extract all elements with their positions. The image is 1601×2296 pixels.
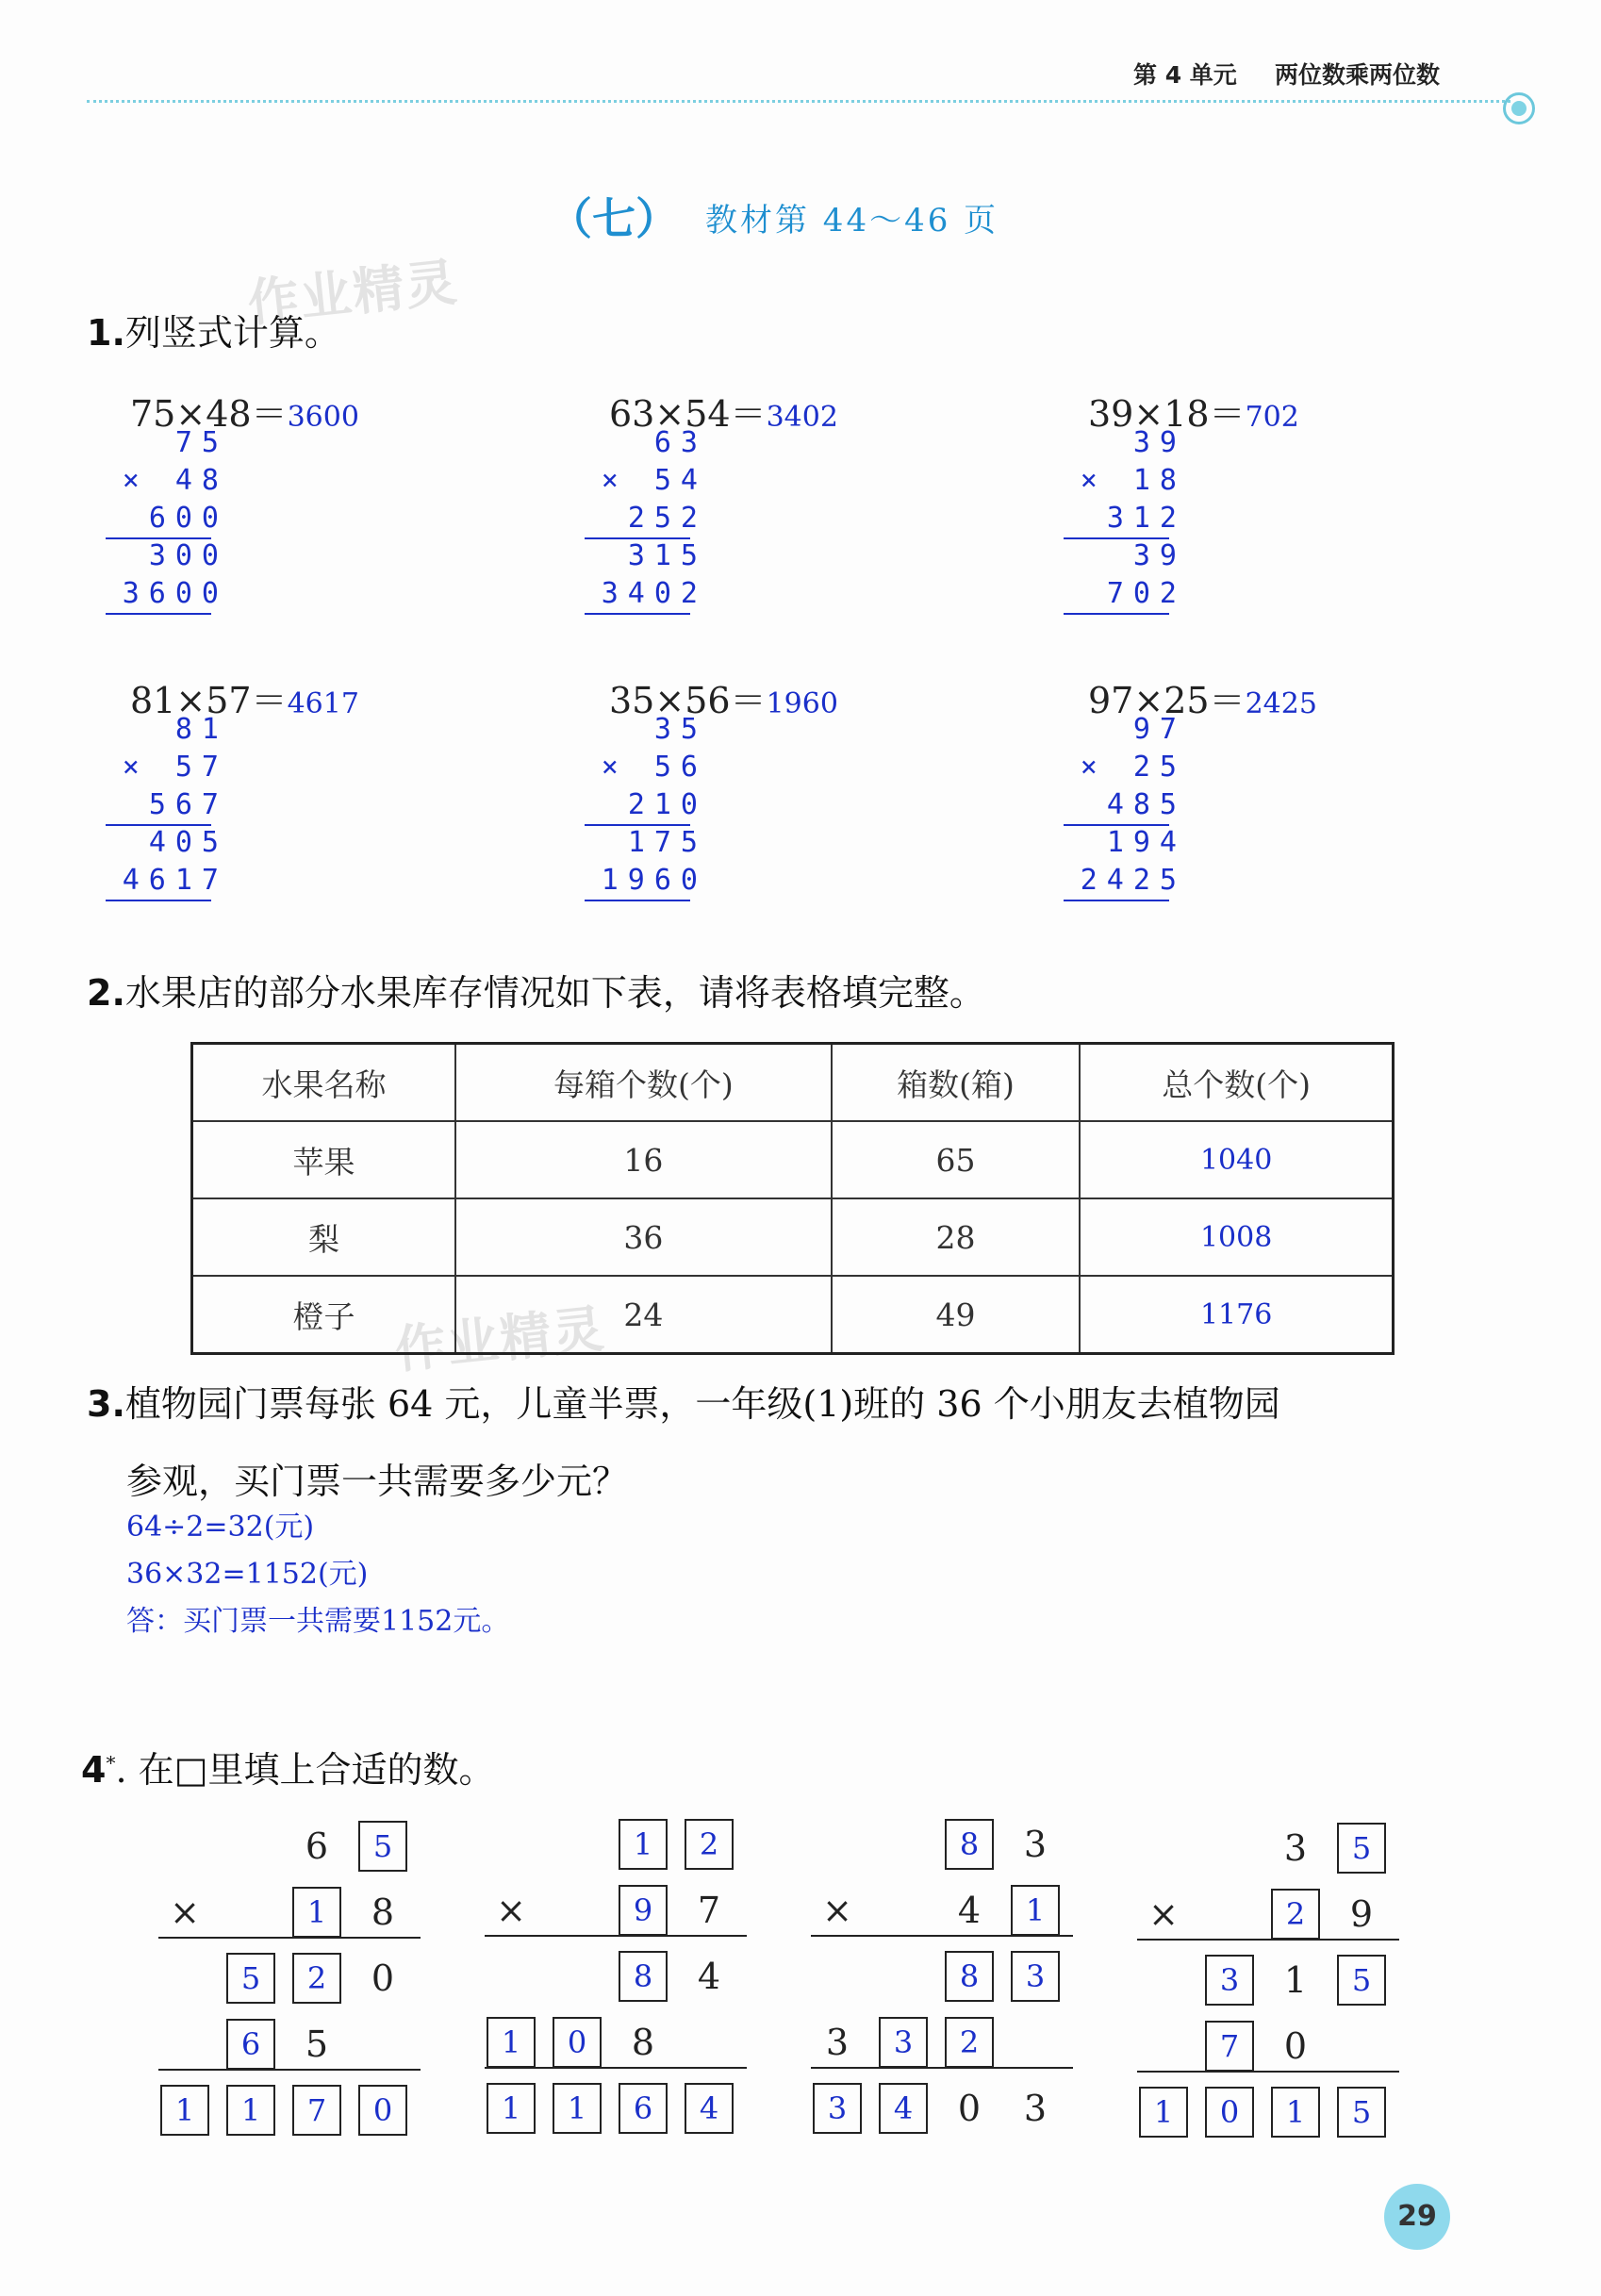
answer-box: 8 bbox=[945, 1951, 994, 2002]
vertical-calculation bbox=[585, 424, 707, 613]
puzzle-line bbox=[811, 1935, 1073, 1937]
answer-box: 3 bbox=[813, 2083, 862, 2134]
equation-answer: 3402 bbox=[766, 401, 838, 434]
calc-line bbox=[106, 537, 211, 539]
calc-line bbox=[585, 537, 690, 539]
question-3 bbox=[87, 1375, 1280, 1427]
answer-box: 0 bbox=[358, 2085, 407, 2136]
answer-box: 3 bbox=[1205, 1955, 1254, 2006]
digit: 0 bbox=[371, 1957, 395, 1999]
answer-box: 0 bbox=[1205, 2087, 1254, 2138]
calc-row: × 48 bbox=[122, 464, 228, 497]
puzzle-line bbox=[1137, 2071, 1399, 2073]
topic-label: 两位数乘两位数 bbox=[1275, 61, 1441, 89]
answer-box: 3 bbox=[879, 2017, 928, 2068]
digit: 0 bbox=[957, 2088, 982, 2129]
equation-answer: 3600 bbox=[287, 401, 359, 434]
calc-line bbox=[106, 900, 211, 901]
equation-answer: 702 bbox=[1245, 401, 1299, 434]
calc-row: × 25 bbox=[1080, 751, 1186, 784]
question-2 bbox=[87, 964, 985, 1016]
calc-row: 485 bbox=[1106, 788, 1186, 821]
answer-box: 6 bbox=[226, 2019, 275, 2070]
digit: 4 bbox=[957, 1890, 982, 1931]
calc-row: 1960 bbox=[601, 864, 707, 897]
calc-row: 252 bbox=[627, 502, 707, 535]
calc-line bbox=[1064, 824, 1169, 826]
answer-box: 1 bbox=[619, 1819, 668, 1870]
calc-line bbox=[585, 613, 690, 615]
answer-box: 1 bbox=[226, 2085, 275, 2136]
answer-box: 1 bbox=[1011, 1885, 1060, 1936]
table-header: 每箱个数(个) bbox=[455, 1044, 832, 1122]
page-number: 29 bbox=[1384, 2184, 1450, 2250]
table-row bbox=[192, 1276, 1394, 1354]
table-cell: 24 bbox=[455, 1276, 832, 1354]
digit: 1 bbox=[1283, 1959, 1308, 2001]
answer-box: 7 bbox=[1205, 2021, 1254, 2072]
solution-step: 36×32=1152(元) bbox=[126, 1558, 369, 1591]
digit-puzzle bbox=[158, 1820, 422, 2131]
calc-row: 63 bbox=[653, 426, 707, 459]
unit-label: 第 4 单元 bbox=[1133, 61, 1237, 89]
fruit-inventory-table bbox=[190, 1042, 1395, 1355]
calc-row: 3402 bbox=[601, 577, 707, 610]
answer-box: 4 bbox=[879, 2083, 928, 2134]
digit: 3 bbox=[1023, 1824, 1048, 1865]
puzzle-line bbox=[158, 2069, 421, 2071]
question-4 bbox=[81, 1741, 495, 1792]
digit: 6 bbox=[305, 1825, 329, 1867]
table-cell: 橙子 bbox=[192, 1276, 455, 1354]
header-circle-ornament bbox=[1503, 92, 1535, 124]
table-header: 水果名称 bbox=[192, 1044, 455, 1122]
equation-answer: 2425 bbox=[1245, 687, 1317, 720]
answer-box: 2 bbox=[292, 1953, 341, 2004]
answer-box: 1 bbox=[487, 2017, 536, 2068]
question-number: 1. bbox=[87, 312, 125, 354]
table-answer-cell: 1040 bbox=[1080, 1121, 1393, 1198]
answer-box: 6 bbox=[619, 2083, 668, 2134]
digit: 8 bbox=[371, 1891, 395, 1933]
table-row bbox=[192, 1198, 1394, 1276]
answer-box: 8 bbox=[945, 1819, 994, 1870]
calc-row: 300 bbox=[148, 539, 228, 572]
question-number: 4 bbox=[81, 1749, 107, 1791]
vertical-calculation bbox=[1064, 424, 1186, 613]
calc-row: × 57 bbox=[122, 751, 228, 784]
calc-row: 3600 bbox=[122, 577, 228, 610]
answer-box: 7 bbox=[292, 2085, 341, 2136]
digit: 5 bbox=[305, 2023, 329, 2065]
calc-line bbox=[585, 900, 690, 901]
calc-row: 4617 bbox=[122, 864, 228, 897]
equation: 39×18＝702 bbox=[1088, 393, 1299, 435]
digit: 0 bbox=[1283, 2025, 1308, 2067]
answer-box: 1 bbox=[553, 2083, 602, 2134]
digit-puzzle bbox=[1137, 1822, 1401, 2133]
multiply-sign: × bbox=[496, 1890, 526, 1931]
table-cell: 苹果 bbox=[192, 1121, 455, 1198]
answer-box: 1 bbox=[292, 1887, 341, 1938]
calc-row: 210 bbox=[627, 788, 707, 821]
header-divider bbox=[87, 100, 1510, 103]
vertical-calculation bbox=[106, 424, 228, 613]
question-text: 植物园门票每张 64 元，儿童半票，一年级(1)班的 36 个小朋友去植物园 bbox=[124, 1383, 1280, 1425]
calc-line bbox=[106, 613, 211, 615]
calc-row: × 54 bbox=[601, 464, 707, 497]
calc-row: 567 bbox=[148, 788, 228, 821]
answer-box: 4 bbox=[685, 2083, 734, 2134]
answer-box: 5 bbox=[226, 1953, 275, 2004]
equation: 81×57＝4617 bbox=[130, 680, 359, 721]
table-cell: 28 bbox=[832, 1198, 1081, 1276]
question-1 bbox=[87, 304, 340, 355]
table-answer-cell: 1008 bbox=[1080, 1198, 1393, 1276]
table-cell: 梨 bbox=[192, 1198, 455, 1276]
digit-puzzle bbox=[485, 1818, 749, 2129]
calc-line bbox=[106, 824, 211, 826]
answer-box: 8 bbox=[619, 1951, 668, 2002]
calc-row: 702 bbox=[1106, 577, 1186, 610]
multiply-sign: × bbox=[1148, 1893, 1179, 1935]
answer-box: 2 bbox=[685, 1819, 734, 1870]
table-cell: 16 bbox=[455, 1121, 832, 1198]
answer-box: 5 bbox=[1337, 2087, 1386, 2138]
answer-box: 1 bbox=[1139, 2087, 1188, 2138]
calc-row: 600 bbox=[148, 502, 228, 535]
answer-box: 2 bbox=[945, 2017, 994, 2068]
answer-box: 5 bbox=[1337, 1955, 1386, 2006]
puzzle-line bbox=[1137, 1939, 1399, 1941]
star-mark: * bbox=[106, 1751, 116, 1775]
multiply-sign: × bbox=[170, 1891, 200, 1933]
calc-row: × 56 bbox=[601, 751, 707, 784]
question-number: 3. bbox=[87, 1383, 125, 1425]
calc-row: 39 bbox=[1132, 426, 1186, 459]
equation: 97×25＝2425 bbox=[1088, 680, 1317, 721]
digit: 9 bbox=[1349, 1893, 1374, 1935]
calc-row: 97 bbox=[1132, 713, 1186, 746]
answer-box: 1 bbox=[487, 2083, 536, 2134]
equation: 63×54＝3402 bbox=[609, 393, 838, 435]
solution-step: 64÷2=32(元) bbox=[126, 1511, 315, 1544]
equation: 35×56＝1960 bbox=[609, 680, 838, 721]
multiply-sign: × bbox=[822, 1890, 852, 1931]
answer-box: 5 bbox=[1337, 1823, 1386, 1874]
vertical-calculation bbox=[585, 711, 707, 900]
digit: 7 bbox=[697, 1890, 721, 1931]
digit: 4 bbox=[697, 1956, 721, 1997]
answer-box: 3 bbox=[1011, 1951, 1060, 2002]
watermark: 作业精灵 bbox=[391, 1298, 609, 1380]
question-text: 水果店的部分水果库存情况如下表，请将表格填完整。 bbox=[124, 972, 985, 1014]
calc-row: × 18 bbox=[1080, 464, 1186, 497]
calc-line bbox=[1064, 613, 1169, 615]
digit-puzzle bbox=[811, 1818, 1075, 2129]
vertical-calculation bbox=[1064, 711, 1186, 900]
calc-row: 315 bbox=[627, 539, 707, 572]
question-number: 2. bbox=[87, 972, 125, 1014]
calc-row: 312 bbox=[1106, 502, 1186, 535]
answer-box: 9 bbox=[619, 1885, 668, 1936]
equation-answer: 4617 bbox=[287, 687, 359, 720]
table-answer-cell: 1176 bbox=[1080, 1276, 1393, 1354]
calc-row: 75 bbox=[174, 426, 228, 459]
calc-row: 405 bbox=[148, 826, 228, 859]
answer-box: 2 bbox=[1271, 1889, 1320, 1940]
puzzle-line bbox=[811, 2067, 1073, 2069]
calc-row: 175 bbox=[627, 826, 707, 859]
digit: 3 bbox=[1283, 1827, 1308, 1869]
vertical-calculation bbox=[106, 711, 228, 900]
table-header-row bbox=[192, 1044, 1394, 1122]
answer-box: 1 bbox=[160, 2085, 209, 2136]
digit: 8 bbox=[631, 2022, 655, 2063]
equation: 75×48＝3600 bbox=[130, 393, 359, 435]
section-title: （七） bbox=[549, 193, 679, 244]
table-header: 总个数(个) bbox=[1080, 1044, 1393, 1122]
answer-box: 0 bbox=[553, 2017, 602, 2068]
question-text: 列竖式计算。 bbox=[124, 312, 340, 354]
digit: 3 bbox=[825, 2022, 850, 2063]
calc-line bbox=[1064, 900, 1169, 901]
puzzle-line bbox=[485, 1935, 747, 1937]
table-cell: 49 bbox=[832, 1276, 1081, 1354]
calc-row: 39 bbox=[1132, 539, 1186, 572]
puzzle-line bbox=[485, 2067, 747, 2069]
question-text: . 在□里填上合适的数。 bbox=[115, 1749, 495, 1791]
watermark: 作业精灵 bbox=[244, 252, 462, 334]
table-cell: 65 bbox=[832, 1121, 1081, 1198]
answer-box: 5 bbox=[358, 1821, 407, 1872]
question-3-line2: 参观，买门票一共需要多少元？ bbox=[126, 1461, 629, 1502]
calc-line bbox=[585, 824, 690, 826]
calc-row: 2425 bbox=[1080, 864, 1186, 897]
calc-row: 194 bbox=[1106, 826, 1186, 859]
calc-line bbox=[1064, 537, 1169, 539]
equation-answer: 1960 bbox=[766, 687, 838, 720]
table-row bbox=[192, 1121, 1394, 1198]
solution-answer: 答：买门票一共需要1152元。 bbox=[126, 1605, 510, 1638]
section-subtitle: 教材第 44～46 页 bbox=[705, 202, 999, 240]
table-cell: 36 bbox=[455, 1198, 832, 1276]
puzzle-line bbox=[158, 1937, 421, 1939]
digit: 3 bbox=[1023, 2088, 1048, 2129]
answer-box: 1 bbox=[1271, 2087, 1320, 2138]
calc-row: 81 bbox=[174, 713, 228, 746]
table-header: 箱数(箱) bbox=[832, 1044, 1081, 1122]
calc-row: 35 bbox=[653, 713, 707, 746]
